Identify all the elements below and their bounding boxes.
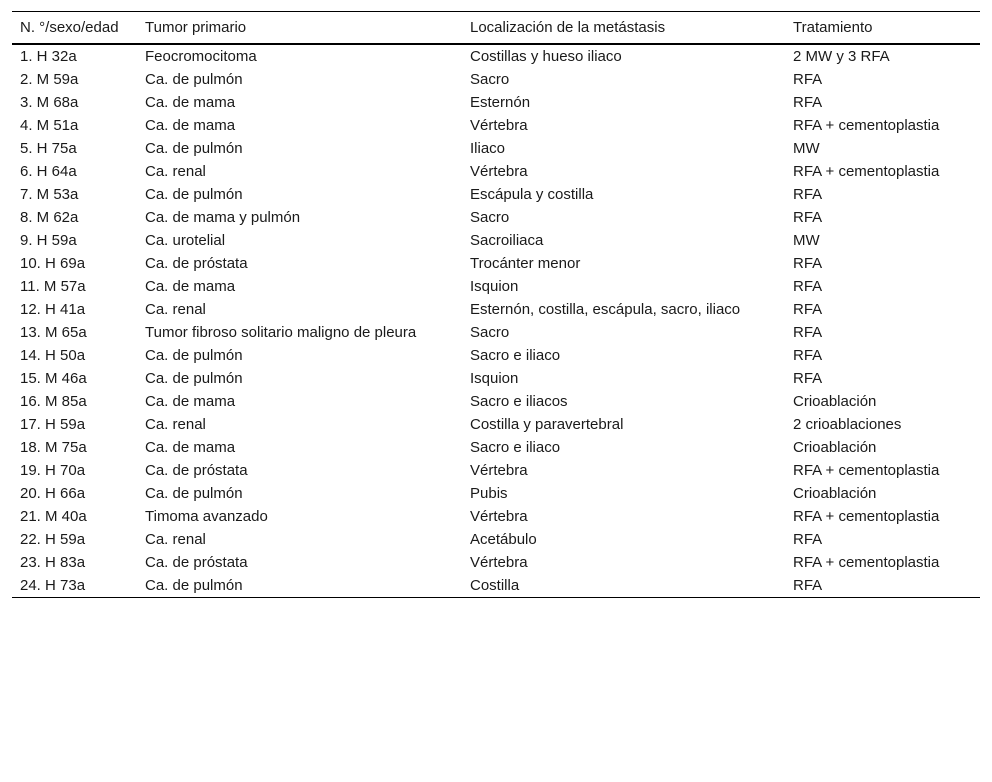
table-row: [12, 482, 980, 505]
table-container: [12, 11, 980, 598]
cell-metastasis-location: Costilla: [470, 577, 520, 594]
table-row: [12, 298, 980, 321]
cell-metastasis-location: Sacro: [470, 71, 510, 88]
cell-metastasis-location: Sacroiliaca: [470, 232, 544, 249]
table-row: [12, 390, 980, 413]
cell-patient: 21. M 40a: [20, 508, 87, 525]
header-patient: N. °/sexo/edad: [20, 19, 119, 36]
cell-primary-tumor: Ca. renal: [145, 163, 206, 180]
cell-metastasis-location: Isquion: [470, 278, 519, 295]
cell-treatment: RFA: [793, 577, 823, 594]
cell-treatment: MW: [793, 232, 820, 249]
table-row: [12, 252, 980, 275]
cell-primary-tumor: Ca. de pulmón: [145, 140, 243, 157]
cell-patient: 22. H 59a: [20, 531, 86, 548]
table-row: [12, 44, 980, 68]
table-row: [12, 344, 980, 367]
table-row: [12, 160, 980, 183]
cell-primary-tumor: Ca. de mama: [145, 117, 236, 134]
cell-primary-tumor: Ca. de pulmón: [145, 186, 243, 203]
cell-patient: 12. H 41a: [20, 301, 86, 318]
cell-primary-tumor: Ca. renal: [145, 531, 206, 548]
cell-primary-tumor: Ca. de pulmón: [145, 577, 243, 594]
cell-treatment: Crioablación: [793, 485, 877, 502]
cell-patient: 5. H 75a: [20, 140, 77, 157]
table-row: [12, 137, 980, 160]
table-row: [12, 206, 980, 229]
cell-primary-tumor: Ca. de mama: [145, 94, 236, 111]
cell-metastasis-location: Vértebra: [470, 462, 528, 479]
cell-metastasis-location: Esternón, costilla, escápula, sacro, iliaco: [470, 301, 741, 318]
cell-primary-tumor: Ca. de pulmón: [145, 347, 243, 364]
cell-primary-tumor: Ca. de próstata: [145, 554, 248, 571]
metastasis-table: [12, 11, 980, 598]
cell-treatment: RFA: [793, 186, 823, 203]
cell-treatment: MW: [793, 140, 820, 157]
table-row: [12, 91, 980, 114]
table-row: [12, 459, 980, 482]
cell-treatment: RFA: [793, 531, 823, 548]
cell-primary-tumor: Ca. de mama: [145, 393, 236, 410]
cell-treatment: RFA + cementoplastia: [793, 508, 940, 525]
cell-metastasis-location: Sacro: [470, 209, 510, 226]
cell-patient: 3. M 68a: [20, 94, 79, 111]
cell-metastasis-location: Vértebra: [470, 117, 528, 134]
cell-treatment: RFA: [793, 370, 823, 387]
cell-primary-tumor: Ca. urotelial: [145, 232, 226, 249]
cell-patient: 19. H 70a: [20, 462, 86, 479]
cell-metastasis-location: Isquion: [470, 370, 519, 387]
cell-patient: 17. H 59a: [20, 416, 86, 433]
cell-metastasis-location: Escápula y costilla: [470, 186, 594, 203]
table-row: [12, 505, 980, 528]
cell-primary-tumor: Ca. de próstata: [145, 255, 248, 272]
cell-metastasis-location: Sacro e iliacos: [470, 393, 568, 410]
cell-treatment: Crioablación: [793, 393, 877, 410]
cell-patient: 10. H 69a: [20, 255, 86, 272]
cell-metastasis-location: Vértebra: [470, 554, 528, 571]
cell-patient: 13. M 65a: [20, 324, 87, 341]
cell-metastasis-location: Pubis: [470, 485, 508, 502]
cell-primary-tumor: Timoma avanzado: [145, 508, 268, 525]
cell-metastasis-location: Sacro e iliaco: [470, 439, 561, 456]
cell-metastasis-location: Costilla y paravertebral: [470, 416, 624, 433]
cell-patient: 23. H 83a: [20, 554, 86, 571]
table-row: [12, 528, 980, 551]
cell-patient: 4. M 51a: [20, 117, 79, 134]
cell-treatment: RFA: [793, 94, 823, 111]
table-row: [12, 551, 980, 574]
table-row: [12, 321, 980, 344]
cell-patient: 16. M 85a: [20, 393, 87, 410]
cell-patient: 1. H 32a: [20, 48, 77, 65]
table-row: [12, 367, 980, 390]
cell-metastasis-location: Sacro: [470, 324, 510, 341]
cell-primary-tumor: Tumor fibroso solitario maligno de pleura: [145, 324, 417, 341]
cell-treatment: RFA: [793, 347, 823, 364]
cell-patient: 9. H 59a: [20, 232, 77, 249]
table-row: [12, 183, 980, 206]
table-row: [12, 436, 980, 459]
cell-metastasis-location: Trocánter menor: [470, 255, 581, 272]
cell-treatment: RFA: [793, 278, 823, 295]
cell-treatment: RFA: [793, 301, 823, 318]
cell-primary-tumor: Ca. de mama: [145, 278, 236, 295]
cell-patient: 7. M 53a: [20, 186, 79, 203]
cell-metastasis-location: Esternón: [470, 94, 531, 111]
cell-primary-tumor: Ca. de pulmón: [145, 370, 243, 387]
table-row: [12, 229, 980, 252]
header-treatment: Tratamiento: [793, 19, 873, 36]
table-row: [12, 68, 980, 91]
cell-metastasis-location: Iliaco: [470, 140, 506, 157]
cell-patient: 6. H 64a: [20, 163, 77, 180]
cell-primary-tumor: Ca. renal: [145, 301, 206, 318]
cell-primary-tumor: Ca. de mama y pulmón: [145, 209, 301, 226]
cell-primary-tumor: Ca. de próstata: [145, 462, 248, 479]
cell-primary-tumor: Ca. renal: [145, 416, 206, 433]
cell-patient: 2. M 59a: [20, 71, 79, 88]
cell-primary-tumor: Ca. de pulmón: [145, 71, 243, 88]
cell-treatment: RFA + cementoplastia: [793, 117, 940, 134]
cell-metastasis-location: Acetábulo: [470, 531, 537, 548]
cell-treatment: 2 MW y 3 RFA: [793, 48, 890, 65]
cell-primary-tumor: Ca. de mama: [145, 439, 236, 456]
cell-treatment: Crioablación: [793, 439, 877, 456]
table-row: [12, 114, 980, 137]
header-metastasis-location: Localización de la metástasis: [470, 19, 666, 36]
cell-treatment: RFA + cementoplastia: [793, 462, 940, 479]
table-header: [12, 12, 980, 45]
cell-patient: 24. H 73a: [20, 577, 86, 594]
cell-primary-tumor: Ca. de pulmón: [145, 485, 243, 502]
cell-metastasis-location: Sacro e iliaco: [470, 347, 561, 364]
header-primary-tumor: Tumor primario: [145, 19, 247, 36]
cell-treatment: RFA: [793, 324, 823, 341]
table-body: [12, 44, 980, 598]
cell-primary-tumor: Feocromocitoma: [145, 48, 257, 65]
table-row: [12, 413, 980, 436]
cell-treatment: RFA + cementoplastia: [793, 163, 940, 180]
cell-treatment: 2 crioablaciones: [793, 416, 902, 433]
table-row: [12, 275, 980, 298]
cell-patient: 11. M 57a: [20, 278, 86, 295]
header-row: [12, 12, 980, 45]
cell-treatment: RFA: [793, 71, 823, 88]
table-row: [12, 574, 980, 598]
cell-patient: 15. M 46a: [20, 370, 87, 387]
cell-patient: 20. H 66a: [20, 485, 86, 502]
cell-metastasis-location: Vértebra: [470, 508, 528, 525]
cell-treatment: RFA + cementoplastia: [793, 554, 940, 571]
cell-metastasis-location: Costillas y hueso iliaco: [470, 48, 622, 65]
cell-metastasis-location: Vértebra: [470, 163, 528, 180]
cell-treatment: RFA: [793, 255, 823, 272]
cell-patient: 8. M 62a: [20, 209, 79, 226]
cell-treatment: RFA: [793, 209, 823, 226]
cell-patient: 14. H 50a: [20, 347, 86, 364]
cell-patient: 18. M 75a: [20, 439, 87, 456]
